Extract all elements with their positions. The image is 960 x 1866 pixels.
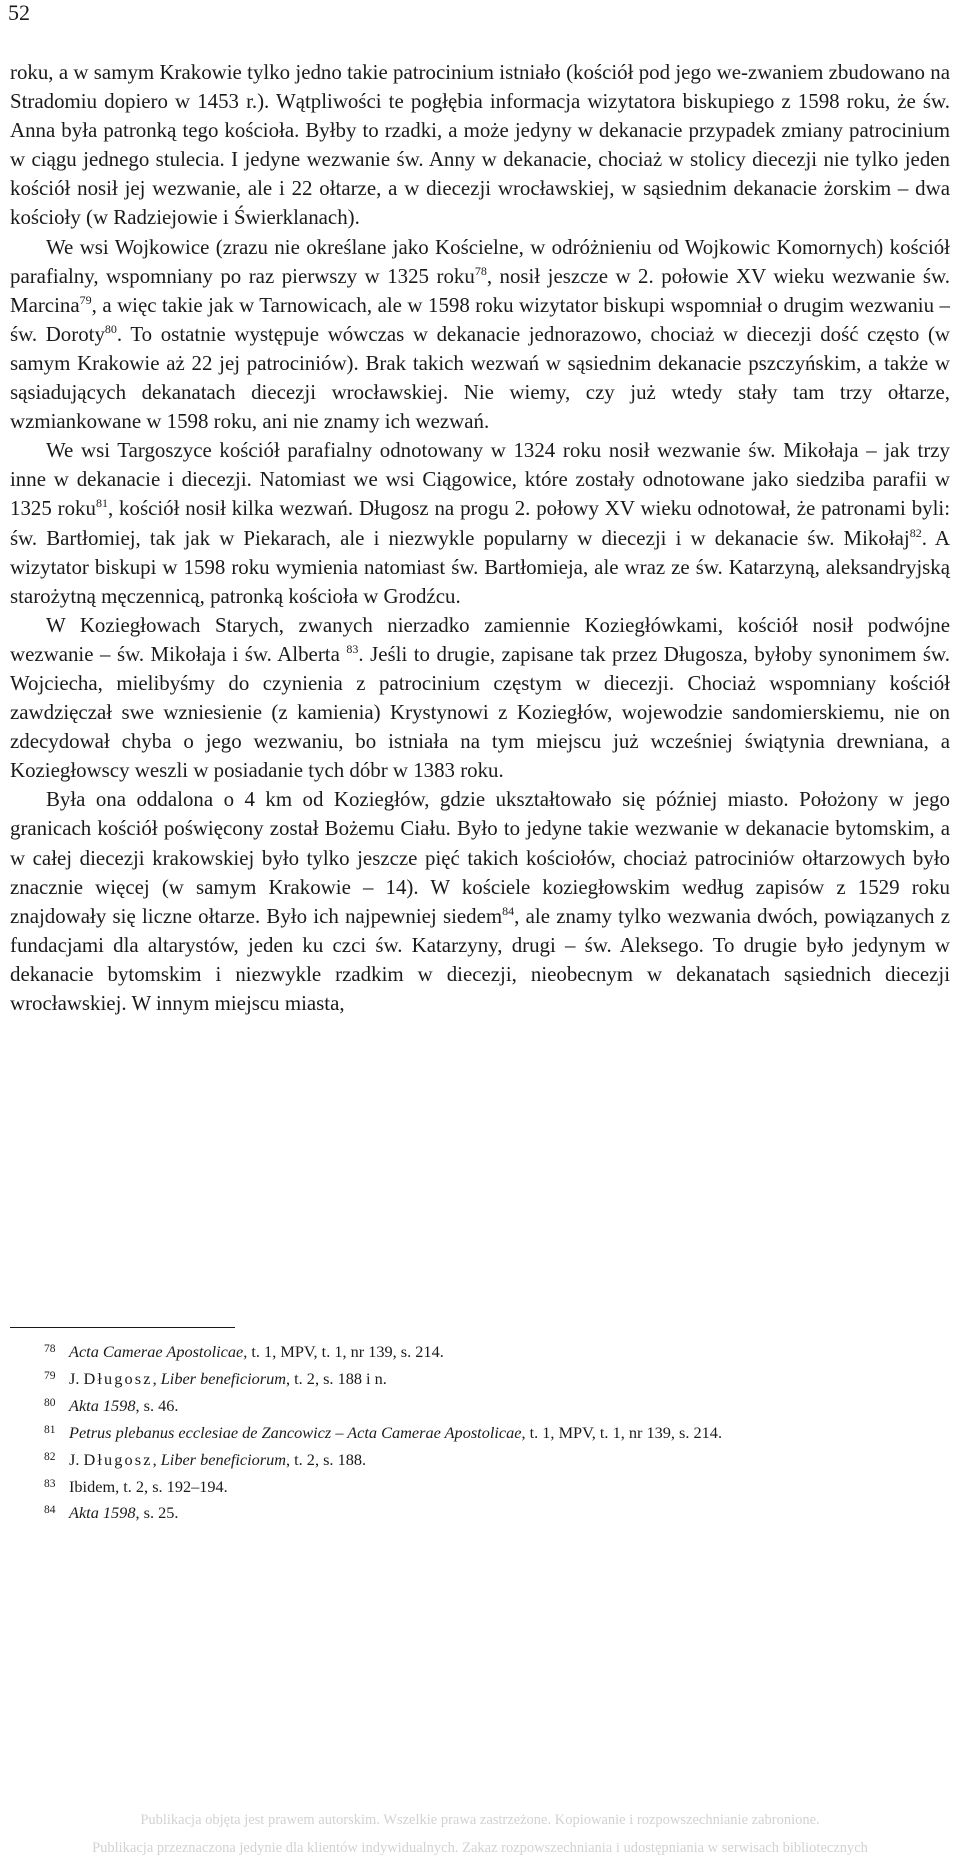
- paragraph-1: roku, a w samym Krakowie tylko jedno takie patrocinium istniało (kościół pod jego we-zwaniem zbudowano na Stradomiu dopiero w 1453 r.). Wątpliwości te pogłębia informacja wizytatora biskupiego z 1598 roku, że św. Anna była patronką tego kościoła. Byłby to rzadki, a może jedyny w dekanacie przypadek zmiany patrocinium w ciągu jednego stulecia. I jedyne wezwanie św. Anny w dekanacie, chociaż w stolicy diecezji nie tylko jeden kościół nosił jej wezwanie, ale i 22 ołtarze, a w diecezji wrocławskiej, w sąsiednim dekanacie żorskim – dwa kościoły (w Radziejowie i Świerklanach).: [10, 60, 950, 230]
- footnote-number: 79: [44, 1369, 56, 1382]
- footnote-80: [44, 1393, 950, 1420]
- footnote-separator: [10, 1327, 235, 1328]
- footnote-ref-79[interactable]: 79: [79, 292, 92, 307]
- footnote-number: 81: [44, 1423, 56, 1436]
- paragraph-4: W Koziegłowach Starych, zwanych nierzadko zamiennie Koziegłówkami, kościół nosił podwójne wezwanie – św. Mikołaja i św. Alberta $^{83}$. Jeśli to drugie, zapisane tak przez Długosza, byłoby synonimem św. Wojciecha, mielibyśmy do czynienia z patrocinium częstym w diecezji. Chociaż wspomniany kościół zawdzięczał swe wzniesienie (z kamienia) Krystynowi z Koziegłów, wojewodzie sandomierskiemu, nie on zdecydował chyba o jego wezwaniu, bo istniała na tym miejscu już wcześniej świątynia drewniana, a Koziegłowscy weszli w posiadanie tych dóbr w 1383 roku.: [10, 612, 950, 783]
- paragraph-3: We wsi Targoszyce kościół parafialny odnotowany w 1324 roku nosił wezwanie św. Mikołaja – jak trzy inne w dekanacie i diecezji. Natomiast we wsi Ciągowice, które zostały odnotowane jako siedziba parafii w 1325 roku$^{81}$, kościół nosił kilka wezwań. Długosz na progu 2. połowy XV wieku odnotował, że patronami byli: św. Bartłomiej, tak jak w Piekarach, ale i niezwykle popularny w diecezji i w dekanacie św. Mikołaj$^{82}$. A wizytator biskupi w 1598 roku wymienia natomiast św. Bartłomieja, ale wraz ze św. Katarzyną, aleksandryjską starożytną męczennicą, patronką kościoła w Grodźcu.: [10, 438, 950, 608]
- copyright-notice: [0, 1806, 960, 1862]
- footnote-number: 84: [44, 1504, 56, 1517]
- footnote-text: Akta 1598, s. 46.: [69, 1395, 179, 1415]
- footnote-79: [44, 1366, 950, 1393]
- footnote-number: 78: [44, 1343, 56, 1355]
- footnote-number: 83: [44, 1477, 56, 1490]
- footnote-number: 80: [44, 1396, 56, 1409]
- copyright-notice-line-1: Publikacja objęta jest prawem autorskim. Wszelkie prawa zastrzeżone. Kopiowanie i rozpowszechnianie zabronione.: [140, 1812, 820, 1828]
- footnote-ref-83[interactable]: 83: [346, 641, 359, 656]
- footnote-83: [44, 1474, 950, 1501]
- footnote-text: Ibidem, t. 2, s. 192–194.: [69, 1476, 228, 1496]
- footnote-text: Acta Camerae Apostolicae, t. 1, MPV, t. 1, nr 139, s. 214.: [69, 1342, 444, 1361]
- body-text: [10, 58, 950, 1018]
- footnote-78: [44, 1339, 950, 1366]
- footnote-ref-82[interactable]: 82: [909, 525, 922, 540]
- footnote-ref-84[interactable]: 84: [502, 903, 515, 918]
- footnote-text: J. Długosz, Liber beneficiorum, t. 2, s. 188.: [69, 1449, 367, 1469]
- footnote-ref-78[interactable]: 78: [474, 263, 487, 278]
- footnote-ref-81[interactable]: 81: [95, 496, 108, 511]
- paragraph-5: Była ona oddalona o 4 km od Koziegłów, gdzie ukształtowało się później miasto. Położony w jego granicach kościół poświęcony został Bożemu Ciału. Było to jedyne takie wezwanie w dekanacie bytomskim, a w całej diecezji krakowskiej było tylko jeszcze pięć takich kościołów, chociaż patrociniów ołtarzowych było znacznie więcej (w samym Krakowie – 14). W kościele koziegłowskim według zapisów z 1529 roku znajdowały się liczne ołtarze. Było ich najpewniej siedem$^{84}$, ale znamy tylko wezwania dwóch, powiązanych z fundacjami dla altarystów, jeden ku czci św. Katarzyny, drugi – św. Aleksego. To drugie było jedynym w dekanacie bytomskim i niezwykle rzadkim w diecezji, nieobecnym w dekanatach sąsiednich diecezji wrocławskiej. W innym miejscu miasta,: [10, 787, 950, 1015]
- paragraph-2: We wsi Wojkowice (zrazu nie określane jako Kościelne, w odróżnieniu od Wojkowic Komornych) kościół parafialny, wspomniany po raz pierwszy w 1325 roku$^{78}$, nosił jeszcze w 2. połowie XV wieku wezwanie św. Marcina$^{79}$, a więc takie jak w Tarnowicach, ale w 1598 roku wizytator biskupi wspomniał o drugim wezwaniu – św. Doroty$^{80}$. To ostatnie występuje wówczas w dekanacie jednorazowo, chociaż w diecezji dość często (w samym Krakowie aż 22 jej patrociniów). Brak takich wezwań w sąsiednim dekanacie pszczyńskim, a także w sąsiadujących dekanatach diecezji wrocławskiej. Nie wiemy, czy już wtedy stały tam trzy ołtarze, wzmiankowane w 1598 roku, ani nie znamy ich wezwań.: [10, 234, 950, 434]
- footnote-ref-80[interactable]: 80: [104, 321, 117, 336]
- footnote-text: J. Długosz, Liber beneficiorum, t. 2, s. 188 i n.: [69, 1368, 387, 1388]
- footnote-81: [44, 1420, 950, 1447]
- copyright-notice-line-2: Publikacja przeznaczona jedynie dla klientów indywidualnych. Zakaz rozpowszechniania i udostępniania w serwisach bibliotecznych: [92, 1840, 868, 1856]
- footnote-82: [44, 1447, 950, 1474]
- footnote-84: [44, 1500, 950, 1527]
- footnote-text: Akta 1598, s. 25.: [69, 1503, 179, 1523]
- footnotes: [44, 1339, 950, 1527]
- footnote-number: 82: [44, 1450, 56, 1463]
- page-number: 52: [8, 0, 30, 25]
- footnote-text: Petrus plebanus ecclesiae de Zancowicz – Acta Camerae Apostolicae, t. 1, MPV, t. 1, nr 139, s. 214.: [69, 1422, 723, 1442]
